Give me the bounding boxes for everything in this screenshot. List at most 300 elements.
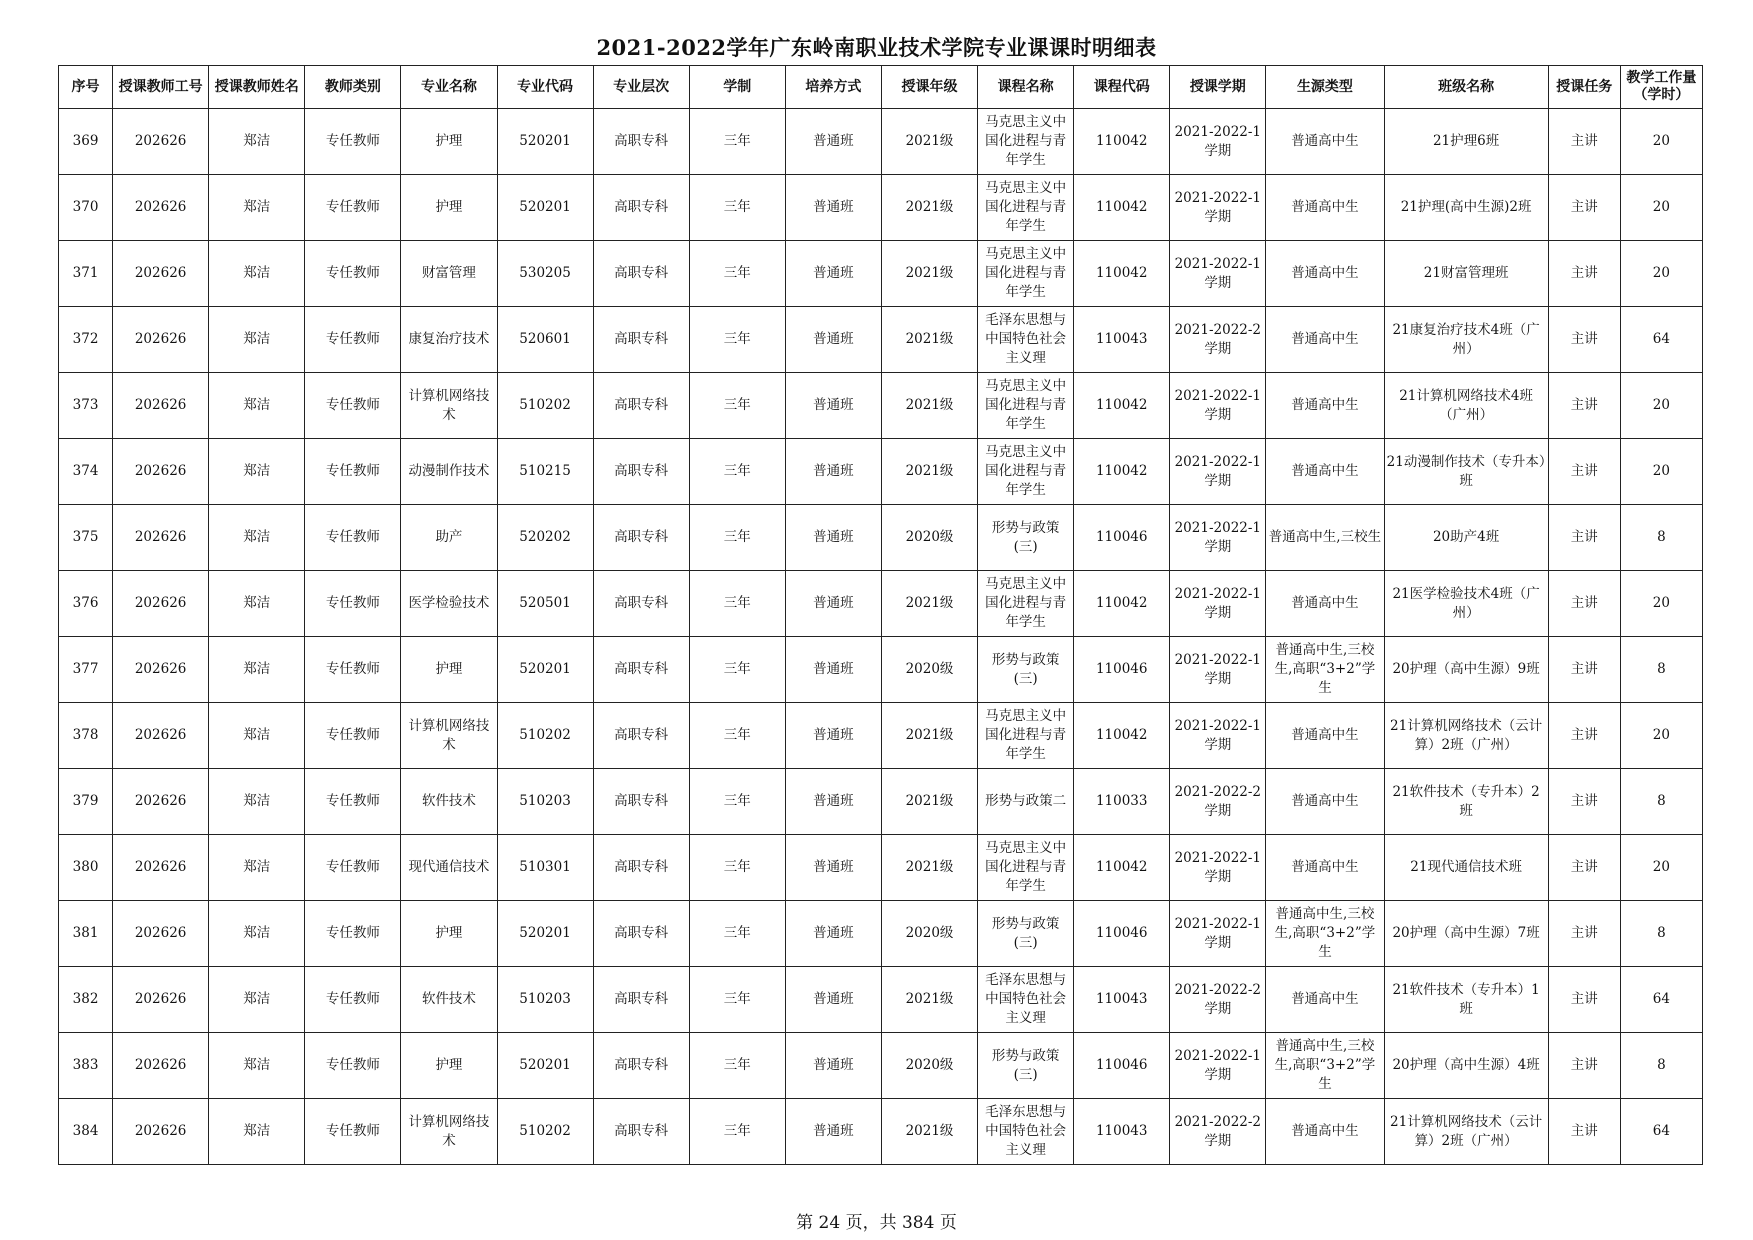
cell-text: 主讲 [1570,397,1598,413]
table-cell [497,175,593,241]
cell-text: 护理 [435,661,463,677]
cell-text: 110046 [1095,925,1148,941]
table-cell [593,241,689,307]
cell-text: 520201 [519,661,571,677]
table-cell [305,1099,401,1165]
table-cell [1620,109,1702,175]
cell-text: 形势与政策(三) [991,1047,1060,1083]
table-cell [113,373,209,439]
table-cell [113,505,209,571]
cell-text: 专任教师 [325,133,380,149]
cell-text: 马克思主义中国化进程与青年学生 [985,840,1067,894]
table-cell [113,439,209,505]
cell-text: 护理 [435,925,463,941]
cell-text: 369 [72,133,99,149]
table-cell [401,967,497,1033]
table-cell [785,175,881,241]
cell-text: 2021级 [905,595,954,611]
cell-text: 64 [1652,331,1670,347]
cell-text: 202626 [134,727,187,743]
table-cell [1620,835,1702,901]
cell-text: 20护理（高中生源）4班 [1392,1057,1540,1073]
table-cell [59,703,113,769]
table-cell [305,307,401,373]
cell-text: 普通班 [813,991,854,1007]
table-cell [881,769,977,835]
table-cell [59,571,113,637]
table-cell [1266,769,1384,835]
cell-text: 软件技术 [421,991,476,1007]
cell-text: 普通高中生 [1291,199,1359,215]
cell-text: 普通班 [813,1057,854,1073]
table-cell [1548,1033,1620,1099]
table-cell [497,109,593,175]
table-cell [593,505,689,571]
table-cell [1384,769,1548,835]
table-cell [1074,307,1170,373]
table-cell [1548,307,1620,373]
table-cell [401,571,497,637]
table-cell [113,901,209,967]
cell-text: 三年 [723,727,751,743]
cell-text: 2021级 [905,331,954,347]
cell-text: 20助产4班 [1432,529,1500,545]
cell-text: 520201 [519,925,571,941]
table-cell [689,1099,785,1165]
cell-text: 普通高中生,三校生,高职“3+2”学生 [1274,906,1376,960]
cell-text: 主讲 [1570,793,1598,809]
table-cell [1548,439,1620,505]
table-cell [1548,637,1620,703]
cell-text: 高职专科 [614,1057,669,1073]
cell-text: 202626 [134,199,187,215]
cell-text: 2020级 [905,529,954,545]
cell-text: 110042 [1095,859,1148,875]
table-cell [59,835,113,901]
cell-text: 382 [72,991,99,1007]
cell-text: 110046 [1095,529,1148,545]
table-cell [1548,769,1620,835]
cell-text: 202626 [134,661,187,677]
table-cell [689,109,785,175]
cell-text: 2021-2022-2学期 [1174,1113,1262,1149]
table-cell [1384,901,1548,967]
cell-text: 普通高中生,三校生,高职“3+2”学生 [1274,642,1376,696]
table-cell [401,835,497,901]
table-cell [978,241,1074,307]
cell-text: 高职专科 [614,397,669,413]
table-row [59,373,1703,439]
cell-text: 三年 [723,529,751,545]
table-cell [1620,769,1702,835]
table-cell [1620,373,1702,439]
table-cell [1384,637,1548,703]
cell-text: 毛泽东思想与中国特色社会主义理 [985,972,1067,1026]
table-cell [593,109,689,175]
table-cell [401,769,497,835]
table-cell [497,373,593,439]
cell-text: 专任教师 [325,661,380,677]
table-cell [689,175,785,241]
table-cell [1384,241,1548,307]
table-cell [305,703,401,769]
cell-text: 郑洁 [243,397,271,413]
cell-text: 郑洁 [243,331,271,347]
cell-text: 三年 [723,265,751,281]
table-cell [305,835,401,901]
cell-text: 软件技术 [421,793,476,809]
table-cell [497,307,593,373]
table-cell [59,241,113,307]
cell-text: 2021级 [905,133,954,149]
column-header: 授课教师工号 [113,66,209,109]
table-cell [1384,967,1548,1033]
cell-text: 202626 [134,925,187,941]
cell-text: 普通高中生 [1291,727,1359,743]
cell-text: 专任教师 [325,595,380,611]
table-cell [305,439,401,505]
cell-text: 专任教师 [325,463,380,479]
cell-text: 普通班 [813,793,854,809]
cell-text: 三年 [723,331,751,347]
cell-text: 2021级 [905,397,954,413]
cell-text: 21软件技术（专升本）1班 [1392,981,1540,1017]
table-cell [1170,901,1266,967]
table-cell [209,373,305,439]
table-row [59,241,1703,307]
cell-text: 普通班 [813,595,854,611]
cell-text: 主讲 [1570,133,1598,149]
cell-text: 形势与政策二 [985,793,1067,809]
table-cell [1548,109,1620,175]
cell-text: 普通班 [813,859,854,875]
table-cell [1074,109,1170,175]
table-cell [1266,109,1384,175]
column-header: 学制 [689,66,785,109]
table-cell [978,967,1074,1033]
cell-text: 2021级 [905,199,954,215]
cell-text: 普通高中生 [1291,991,1359,1007]
table-cell [1548,835,1620,901]
cell-text: 8 [1657,529,1666,545]
table-cell [209,175,305,241]
table-cell [689,901,785,967]
table-cell [209,505,305,571]
cell-text: 普通高中生,三校生,高职“3+2”学生 [1274,1038,1376,1092]
cell-text: 2021-2022-1学期 [1174,387,1262,423]
table-row [59,571,1703,637]
table-cell [401,637,497,703]
cell-text: 专任教师 [325,1123,380,1139]
cell-text: 20 [1652,859,1670,875]
cell-text: 2021级 [905,463,954,479]
course-hours-table [58,65,1703,1165]
cell-text: 三年 [723,1123,751,1139]
cell-text: 普通班 [813,331,854,347]
cell-text: 主讲 [1570,661,1598,677]
table-cell [593,901,689,967]
cell-text: 374 [72,463,99,479]
table-cell [59,109,113,175]
table-cell [593,637,689,703]
table-cell [881,439,977,505]
cell-text: 376 [72,595,99,611]
table-cell [785,1099,881,1165]
cell-text: 马克思主义中国化进程与青年学生 [985,444,1067,498]
cell-text: 2021-2022-2学期 [1174,981,1262,1017]
cell-text: 202626 [134,397,187,413]
cell-text: 20 [1652,199,1670,215]
cell-text: 马克思主义中国化进程与青年学生 [985,114,1067,168]
table-cell [978,1033,1074,1099]
table-cell [113,571,209,637]
cell-text: 2021级 [905,727,954,743]
cell-text: 马克思主义中国化进程与青年学生 [985,246,1067,300]
table-cell [1384,703,1548,769]
table-cell [978,307,1074,373]
cell-text: 202626 [134,265,187,281]
table-cell [1266,967,1384,1033]
cell-text: 110043 [1095,991,1148,1007]
table-cell [401,901,497,967]
table-cell [1170,967,1266,1033]
cell-text: 计算机网络技术 [408,717,490,753]
cell-text: 主讲 [1570,199,1598,215]
cell-text: 2021级 [905,1123,954,1139]
cell-text: 2021级 [905,265,954,281]
cell-text: 202626 [134,133,187,149]
cell-text: 马克思主义中国化进程与青年学生 [985,708,1067,762]
table-cell [209,637,305,703]
table-cell [59,1033,113,1099]
table-cell [785,1033,881,1099]
table-cell [1170,241,1266,307]
cell-text: 三年 [723,397,751,413]
table-cell [1620,703,1702,769]
cell-text: 8 [1657,661,1666,677]
table-cell [1266,241,1384,307]
table-cell [401,1033,497,1099]
table-cell [1620,901,1702,967]
cell-text: 康复治疗技术 [408,331,490,347]
cell-text: 专任教师 [325,331,380,347]
table-cell [881,175,977,241]
table-cell [113,307,209,373]
cell-text: 三年 [723,991,751,1007]
table-cell [1170,109,1266,175]
table-cell [1384,835,1548,901]
table-cell [978,637,1074,703]
table-cell [305,373,401,439]
cell-text: 专任教师 [325,727,380,743]
cell-text: 普通高中生 [1291,331,1359,347]
cell-text: 三年 [723,199,751,215]
cell-text: 110046 [1095,1057,1148,1073]
cell-text: 20 [1652,595,1670,611]
cell-text: 普通高中生 [1291,463,1359,479]
cell-text: 三年 [723,793,751,809]
cell-text: 202626 [134,529,187,545]
table-row [59,901,1703,967]
table-cell [978,703,1074,769]
cell-text: 郑洁 [243,595,271,611]
cell-text: 378 [72,727,99,743]
table-cell [1266,703,1384,769]
cell-text: 384 [72,1123,99,1139]
table-cell [1548,175,1620,241]
table-cell [1170,703,1266,769]
table-cell [1620,1033,1702,1099]
table-cell [1548,967,1620,1033]
cell-text: 202626 [134,859,187,875]
table-cell [978,109,1074,175]
table-cell [689,307,785,373]
table-cell [785,571,881,637]
cell-text: 8 [1657,925,1666,941]
table-cell [497,1099,593,1165]
cell-text: 21计算机网络技术4班（广州） [1399,387,1533,423]
table-row [59,505,1703,571]
table-cell [1384,175,1548,241]
table-cell [209,1099,305,1165]
cell-text: 2021-2022-1学期 [1174,123,1262,159]
cell-text: 郑洁 [243,1057,271,1073]
table-cell [785,703,881,769]
cell-text: 64 [1652,991,1670,1007]
table-cell [1620,505,1702,571]
table-cell [59,901,113,967]
table-cell [689,439,785,505]
table-cell [689,505,785,571]
cell-text: 普通班 [813,727,854,743]
cell-text: 381 [72,925,99,941]
table-cell [1074,637,1170,703]
cell-text: 21现代通信技术班 [1410,859,1522,875]
cell-text: 三年 [723,859,751,875]
column-header: 专业名称 [401,66,497,109]
cell-text: 高职专科 [614,991,669,1007]
cell-text: 动漫制作技术 [408,463,490,479]
cell-text: 202626 [134,595,187,611]
cell-text: 主讲 [1570,595,1598,611]
cell-text: 20 [1652,463,1670,479]
cell-text: 520201 [519,199,571,215]
table-cell [497,241,593,307]
table-cell [881,307,977,373]
table-cell [497,571,593,637]
table-cell [209,1033,305,1099]
table-cell [113,1033,209,1099]
table-cell [1548,373,1620,439]
table-cell [1548,1099,1620,1165]
cell-text: 高职专科 [614,199,669,215]
table-cell [401,439,497,505]
table-cell [689,571,785,637]
cell-text: 21动漫制作技术（专升本）班 [1386,453,1546,489]
cell-text: 110042 [1095,397,1148,413]
table-cell [978,439,1074,505]
column-header: 课程名称 [978,66,1074,109]
table-cell [689,241,785,307]
table-cell [785,835,881,901]
table-cell [1170,175,1266,241]
cell-text: 现代通信技术 [408,859,490,875]
table-cell [785,769,881,835]
cell-text: 2021-2022-1学期 [1174,651,1262,687]
table-cell [1384,571,1548,637]
cell-text: 110043 [1095,1123,1148,1139]
cell-text: 三年 [723,463,751,479]
table-row [59,835,1703,901]
cell-text: 高职专科 [614,661,669,677]
cell-text: 2021级 [905,991,954,1007]
table-cell [1170,439,1266,505]
page-title: 2021-2022学年广东岭南职业技术学院专业课课时明细表 [596,35,1157,60]
cell-text: 21医学检验技术4班（广州） [1392,585,1540,621]
table-cell [305,637,401,703]
cell-text: 三年 [723,133,751,149]
table-cell [59,769,113,835]
table-cell [209,901,305,967]
cell-text: 普通班 [813,925,854,941]
cell-text: 377 [72,661,99,677]
page-footer: 第 24 页，共 384 页 [796,1213,957,1233]
cell-text: 主讲 [1570,925,1598,941]
cell-text: 520601 [519,331,571,347]
table-cell [401,703,497,769]
table-cell [1266,505,1384,571]
table-cell [1620,637,1702,703]
cell-text: 2021-2022-2学期 [1174,783,1262,819]
cell-text: 高职专科 [614,331,669,347]
cell-text: 520202 [519,529,571,545]
table-row [59,637,1703,703]
table-cell [785,505,881,571]
table-row [59,439,1703,505]
table-cell [881,637,977,703]
table-cell [881,241,977,307]
table-cell [1266,1099,1384,1165]
cell-text: 形势与政策(三) [991,651,1060,687]
table-cell [1620,175,1702,241]
cell-text: 郑洁 [243,265,271,281]
cell-text: 护理 [435,1057,463,1073]
cell-text: 21软件技术（专升本）2班 [1392,783,1540,819]
cell-text: 2021-2022-1学期 [1174,717,1262,753]
table-body [59,109,1703,1165]
table-cell [593,175,689,241]
cell-text: 2020级 [905,661,954,677]
table-cell [401,505,497,571]
table-row [59,307,1703,373]
cell-text: 郑洁 [243,859,271,875]
cell-text: 形势与政策(三) [991,519,1060,555]
cell-text: 主讲 [1570,991,1598,1007]
cell-text: 2021-2022-1学期 [1174,189,1262,225]
table-cell [497,1033,593,1099]
table-cell [978,769,1074,835]
cell-text: 2020级 [905,925,954,941]
table-cell [881,1099,977,1165]
table-cell [401,307,497,373]
cell-text: 高职专科 [614,727,669,743]
cell-text: 202626 [134,331,187,347]
cell-text: 专任教师 [325,529,380,545]
table-cell [1074,703,1170,769]
table-cell [1384,109,1548,175]
table-cell [1170,1033,1266,1099]
cell-text: 510203 [519,793,571,809]
